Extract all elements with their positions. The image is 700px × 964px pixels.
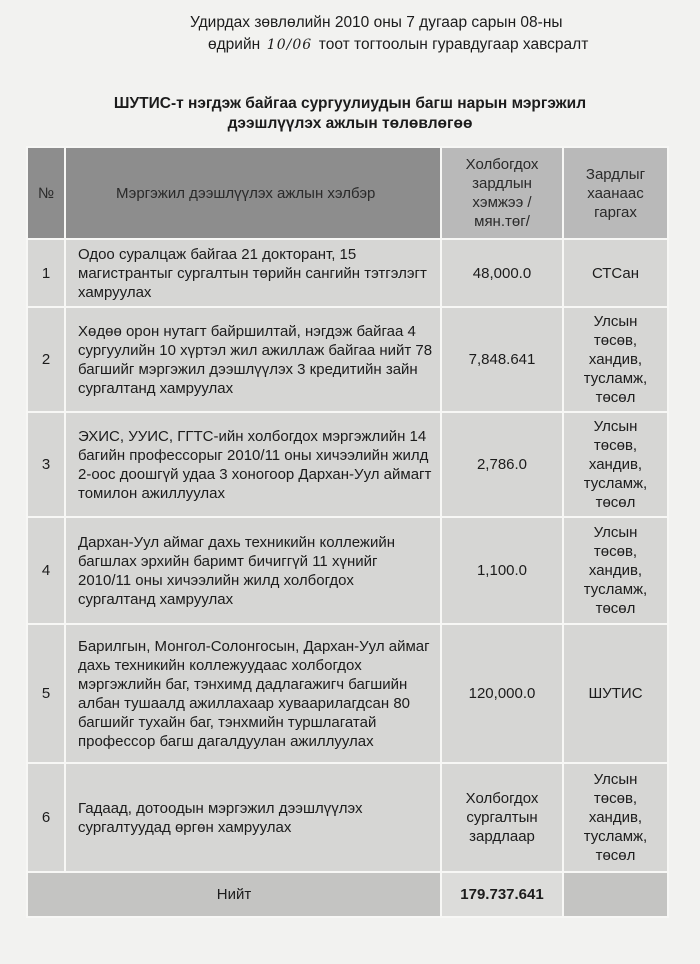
header-form: Мэргэжил дээшлүүлэх ажлын хэлбэр xyxy=(65,147,441,239)
row-form: Хөдөө орон нутагт байршилтай, нэгдэж байгаа 4 сургуулийн 10 хүртэл жил ажиллаж байгаа нийт 78 багшийг мэргэжил дээшлүүлэх 3 кредитийн зайн сургалтанд хамруулах xyxy=(65,307,441,412)
handwritten-number: 10/06 xyxy=(266,37,313,53)
table-row xyxy=(27,412,668,517)
row-num: 4 xyxy=(27,517,65,624)
row-source: Улсын төсөв, хандив, тусламж, төсөл xyxy=(563,763,668,872)
title-line1: ШУТИС-т нэгдэж байгаа сургуулиудын багш нарын мэргэжил xyxy=(113,95,587,112)
row-source: Улсын төсөв, хандив, тусламж, төсөл xyxy=(563,307,668,412)
row-form: Одоо суралцаж байгаа 21 докторант, 15 магистрантыг сургалтын төрийн сангийн тэтгэлэгт хамруулах xyxy=(65,239,441,307)
header-note-line2 xyxy=(190,34,650,56)
table-row xyxy=(27,239,668,307)
row-source: Улсын төсөв, хандив, тусламж, төсөл xyxy=(563,412,668,517)
row-cost: 48,000.0 xyxy=(441,239,563,307)
table-row xyxy=(27,624,668,763)
header-note-prefix: өдрийн xyxy=(208,36,261,53)
header-note xyxy=(190,12,650,56)
row-source: ШУТИС xyxy=(563,624,668,763)
row-form: Дархан-Уул аймаг дахь техникийн коллежийн багшлах эрхийн баримт бичиггүй 11 хүнийг 2010/11 оны хичээлийн жилд холбогдох сургалтанд хамруулах xyxy=(65,517,441,624)
total-row xyxy=(27,872,668,917)
header-note-suffix: тоот тогтоолын гуравдугаар хавсралт xyxy=(318,36,589,53)
row-form: Гадаад, дотоодын мэргэжил дээшлүүлэх сургалтуудад өргөн хамруулах xyxy=(65,763,441,872)
row-source: Улсын төсөв, хандив, тусламж, төсөл xyxy=(563,517,668,624)
plan-table xyxy=(26,146,669,918)
row-num: 1 xyxy=(27,239,65,307)
row-form: ЭХИС, УУИС, ГГТС-ийн холбогдох мэргэжлийн 14 багийн профессорыг 2010/11 оны хичээлийн жилд 2-оос доошгүй удаа 3 хоногоор Дархан-Уул аймагт томилон ажиллуулах xyxy=(65,412,441,517)
total-label: Нийт xyxy=(27,872,441,917)
row-source: СТСан xyxy=(563,239,668,307)
row-cost: 1,100.0 xyxy=(441,517,563,624)
header-source: Зардлыг хаанаас гаргах xyxy=(563,147,668,239)
table-row xyxy=(27,517,668,624)
total-empty-cell xyxy=(563,872,668,917)
table-row xyxy=(27,307,668,412)
row-form: Барилгын, Монгол-Солонгосын, Дархан-Уул аймаг дахь техникийн коллежуудаас холбогдох мэргэжлийн баг, тэнхимд дадлагажигч багшийн албан тушаалд ажиллахаар хуваарилагдсан 80 багшийг тухайн баг, тэнхмийн туршлагатай профессор багш дагалдуулан ажиллуулах xyxy=(65,624,441,763)
row-num: 5 xyxy=(27,624,65,763)
header-note-line1: Удирдах зөвлөлийн 2010 оны 7 дугаар сарын 08-ны xyxy=(190,14,563,31)
document-title xyxy=(0,94,700,134)
row-cost: Холбогдох сургалтын зардлаар xyxy=(441,763,563,872)
total-value: 179.737.641 xyxy=(441,872,563,917)
row-cost: 2,786.0 xyxy=(441,412,563,517)
row-cost: 120,000.0 xyxy=(441,624,563,763)
row-cost: 7,848.641 xyxy=(441,307,563,412)
table-row xyxy=(27,763,668,872)
table-header-row xyxy=(27,147,668,239)
row-num: 2 xyxy=(27,307,65,412)
header-num: № xyxy=(27,147,65,239)
title-line2: дээшлүүлэх ажлын төлөвлөгөө xyxy=(227,115,473,132)
row-num: 6 xyxy=(27,763,65,872)
row-num: 3 xyxy=(27,412,65,517)
header-cost: Холбогдох зардлын хэмжээ /мян.төг/ xyxy=(441,147,563,239)
